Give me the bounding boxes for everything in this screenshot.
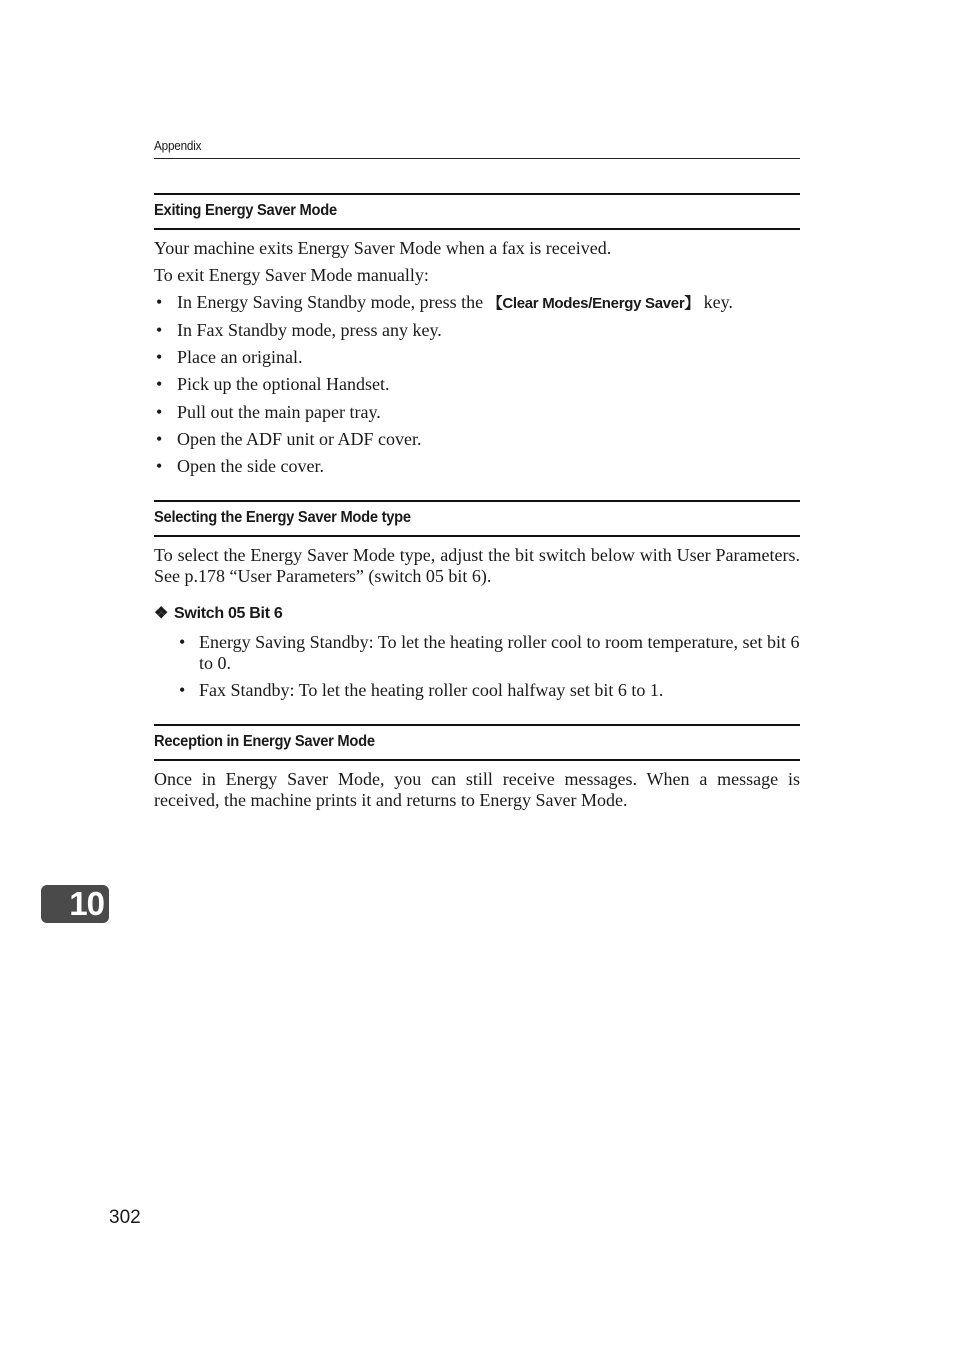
page-number: 302 [109,1207,141,1228]
key-name-clear-modes: 【Clear Modes/Energy Saver】 [487,295,700,312]
section-heading-text: Exiting Energy Saver Mode [154,202,337,219]
list-item-text: In Energy Saving Standby mode, press the [177,292,488,312]
bullet-glyph: • [179,680,186,700]
section-heading-text: Selecting the Energy Saver Mode type [154,509,411,526]
list-item-text: key. [699,292,733,312]
section-heading-reception [154,724,800,761]
section-heading-text: Reception in Energy Saver Mode [154,733,375,750]
bullet-glyph: • [156,292,163,312]
list-item-text: Fax Standby: To let the heating roller cool halfway set bit 6 to 1. [199,680,664,700]
list-item-text: Pick up the optional Handset. [177,374,390,394]
list-item-text: Open the side cover. [177,456,324,476]
list-item-text: In Fax Standby mode, press any key. [177,320,442,340]
list-item-text: Place an original. [177,347,303,367]
bullet-glyph: • [156,320,163,340]
diamond-icon: ❖ [154,605,169,622]
chapter-tab: 10 [41,885,109,923]
bullet-glyph: • [179,632,186,652]
subheading-text: Switch 05 Bit 6 [174,605,283,622]
list-item-text: Open the ADF unit or ADF cover. [177,429,422,449]
header-rule [154,158,800,159]
list-item-text: Pull out the main paper tray. [177,402,381,422]
bullet-glyph: • [156,347,163,367]
list-item-text: Energy Saving Standby: To let the heating roller cool to room temperature, set bit 6 to 0. [199,632,800,673]
bullet-glyph: • [156,402,163,422]
paragraph-exit-manually: To exit Energy Saver Mode manually: [154,265,429,285]
paragraph-reception: Once in Energy Saver Mode, you can still receive messages. When a message is received, the machine prints it and returns to Energy Saver Mode. [154,769,800,810]
section-heading-selecting [154,500,800,537]
section-heading-exiting [154,193,800,230]
paragraph-exits-on-fax: Your machine exits Energy Saver Mode when a fax is received. [154,238,612,258]
paragraph-select-type: To select the Energy Saver Mode type, adjust the bit switch below with User Parameters. See p.178 “User Parameters” (switch 05 bit 6). [154,545,800,586]
running-header: Appendix [154,138,202,153]
bullet-glyph: • [156,374,163,394]
bullet-glyph: • [156,429,163,449]
subheading-switch [154,603,282,623]
bullet-glyph: • [156,456,163,476]
